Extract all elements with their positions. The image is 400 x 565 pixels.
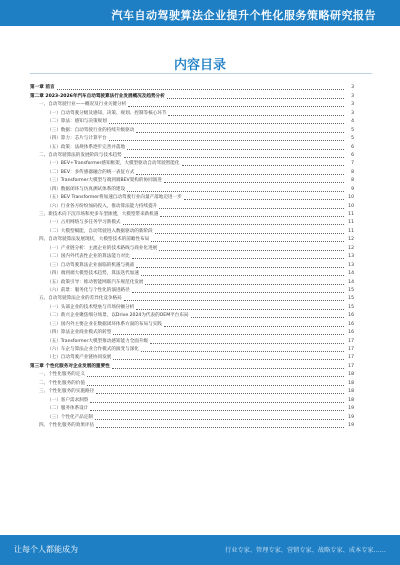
toc-entry[interactable] [30,287,354,295]
toc-dot-leader [164,326,344,327]
toc-entry-page: 16 [348,313,354,319]
toc-entry-page: 6 [351,144,354,150]
toc-entry[interactable] [30,278,354,286]
toc-entry-title: （三）自动驾驶算法企业面临的机遇与挑战 [47,262,135,268]
toc-entry-page: 3 [351,85,354,91]
toc-dot-leader [168,115,344,116]
toc-entry-title: （七）自动驾驶产业链协同发展 [47,355,112,361]
toc-entry[interactable] [30,152,354,160]
toc-entry-page: 7 [351,161,354,167]
toc-dot-leader [127,191,344,192]
toc-entry[interactable] [30,303,354,311]
toc-entry[interactable] [30,168,354,176]
footer-tagline: 行业专家、管理专家、营销专家、战略专家、成本专家…… [225,547,386,554]
toc-entry[interactable] [30,261,354,269]
report-title: 汽车自动驾驶算法企业提升个性化服务策略研究报告 [111,9,376,22]
footer-slogan: 让每个人都能成为 [14,545,78,554]
toc-entry[interactable] [30,354,354,362]
toc-dot-leader [136,132,344,133]
toc-entry-title: （五）政策：法规体系逐步完善并落地 [47,144,126,150]
toc-entry-page: 13 [348,254,354,260]
toc-entry[interactable] [30,126,354,134]
toc-entry[interactable] [30,422,354,430]
toc-dot-leader [141,351,344,352]
toc-dot-leader [127,149,344,150]
toc-dot-leader [124,157,344,158]
toc-dot-leader [160,216,344,217]
toc-entry-page: 10 [348,195,354,201]
toc-entry[interactable] [30,312,354,320]
toc-entry-title: （一）BEV+Transformer感知框架，大模型驱动自动驾驶智能化 [47,161,180,167]
toc-entry[interactable] [30,185,354,193]
toc-entry[interactable] [30,379,354,387]
toc-entry-page: 15 [348,304,354,310]
toc-entry[interactable] [30,413,354,421]
toc-entry-page: 8 [351,178,354,184]
toc-entry-title: （六）行业各方纷纷加码投入，推动算法能力持续提升 [47,203,158,209]
toc-entry-page: 18 [348,372,354,378]
toc-dot-leader [95,419,344,420]
toc-dot-leader [109,140,344,141]
toc-entry-page: 18 [348,397,354,403]
toc-entry-page: 3 [351,110,354,116]
toc-entry[interactable] [30,211,354,219]
toc-entry-title: 四、个性化服务的效果评估 [39,422,95,428]
toc-entry-title: （二）新兴企业聚焦细分场景，以Drive 2024为代表的OEM平台布局 [47,313,189,319]
toc-entry-title: （二）大模型赋能，自动驾驶进入数据驱动的新阶段 [47,228,153,234]
toc-dot-leader [136,267,344,268]
toc-entry[interactable] [30,346,354,354]
toc-entry-title: （一）头部企业的技术壁垒与市场份额分析 [47,304,135,310]
toc-entry[interactable] [30,160,354,168]
toc-entry-page: 15 [348,296,354,302]
toc-entry-page: 12 [348,237,354,243]
toc-entry[interactable] [30,101,354,109]
toc-entry-title: （四）算力：芯片与计算平台 [47,136,107,142]
toc-entry-page: 17 [348,347,354,352]
footer-bar [0,535,400,565]
toc-entry-title: 四、自动驾驶算法发展现状，大模型技术的前瞻性布局 [39,237,150,243]
toc-entry-title: （二）服务体系设计 [47,406,89,412]
toc-entry[interactable] [30,236,354,244]
toc-entry-page: 11 [348,220,354,226]
toc-entry-title: 二、自动驾驶算法的发展阶段与技术趋势 [39,152,122,158]
toc-dot-leader [87,385,344,386]
toc-entry-page: 18 [348,380,354,386]
toc-entry-page: 13 [348,262,354,268]
toc-entry-page: 14 [348,279,354,285]
toc-entry-page: 8 [351,169,354,175]
toc-entry-page: 11 [348,228,354,234]
toc-entry-page: 16 [348,330,354,336]
toc-entry[interactable] [30,143,354,151]
toc-dot-leader [191,317,344,318]
toc-entry-title: （一）占用网络与多任务学习新模式 [47,220,121,226]
toc-entry-title: （五）政策引导：推动智能网联汽车规范化发展 [47,279,144,285]
toc-dot-leader [96,393,344,394]
toc-entry-title: 五、自动驾驶算法企业的差异化竞争格局 [39,296,122,302]
toc-entry-title: （六）车企与算法企业合作模式的演变与深化 [47,347,139,352]
toc-entry-title: （三）国内外主要企业在数据闭环体系方面的布局与实践 [47,321,162,327]
toc-entry-page: 19 [348,422,354,428]
toc-entry-title: （五）Transformer大模型推动感知能力全面升级 [47,338,149,344]
toc-dot-leader [113,359,344,360]
toc-entry[interactable] [30,295,354,303]
toc-entry-title: 第一章 前言 [30,85,55,91]
toc-entry-title: （二）算法：感知与决策规划 [47,119,107,125]
toc-dot-leader [150,343,344,344]
toc-entry-page: 15 [348,287,354,293]
toc-dot-leader [112,368,344,369]
toc-entry-page: 14 [348,271,354,277]
toc-entry-title: （四）数据闭环与仿真测试体系的建设 [47,186,126,192]
toc-entry-title: 二、个性化服务的价值 [39,380,85,386]
toc-entry[interactable] [30,396,354,404]
toc-entry-title: 一、自动驾驶行业——概况及行业关键分析 [39,102,127,108]
toc-entry-page: 17 [348,363,354,369]
toc-entry[interactable] [30,244,354,252]
toc-entry[interactable] [30,92,354,100]
toc-entry[interactable] [30,270,354,278]
toc-entry-title: （三）个性化产品定制 [47,414,93,420]
toc-dot-leader [124,300,344,301]
toc-entry-title: 三、个性化服务的实施路径 [39,389,95,395]
header-bar [0,0,400,26]
toc-dot-leader [132,258,344,259]
toc-entry[interactable] [30,118,354,126]
toc-dot-leader [132,292,344,293]
toc-entry[interactable] [30,362,354,370]
toc-dot-leader [145,284,344,285]
toc-list [30,84,354,430]
toc-entry-page: 18 [348,389,354,395]
toc-entry-title: （二）BEV：多传感器融合的统一表征方式 [47,169,135,175]
toc-entry-page: 5 [351,136,354,142]
toc-entry[interactable] [30,329,354,337]
toc-entry-page: 19 [348,406,354,412]
toc-dot-leader [155,233,344,234]
toc-dot-leader [164,182,344,183]
toc-entry[interactable] [30,371,354,379]
toc-entry-page: 17 [348,355,354,361]
toc-entry[interactable] [30,202,354,210]
toc-entry-page: 9 [351,186,354,192]
toc-dot-leader [159,250,344,251]
toc-dot-leader [87,376,344,377]
toc-dot-leader [159,208,344,209]
toc-divider [30,73,372,74]
toc-dot-leader [184,199,344,200]
toc-entry-title: （四）端到端大模型技术趋势，算法迭代加速 [47,271,139,277]
toc-entry-page: 3 [351,102,354,108]
toc-entry-page: 3 [351,93,354,99]
toc-dot-leader [136,174,344,175]
toc-dot-leader [123,224,344,225]
toc-dot-leader [96,427,344,428]
toc-entry-page: 6 [351,152,354,158]
toc-entry[interactable] [30,109,354,117]
toc-entry[interactable] [30,337,354,345]
toc-entry-page: 5 [351,127,354,133]
toc-dot-leader [109,123,344,124]
toc-entry-page: 4 [351,119,354,125]
toc-entry-title: （一）产业链分析：主流企业的技术路线与商业化进展 [47,245,158,251]
toc-entry[interactable] [30,84,354,92]
toc-dot-leader [90,402,344,403]
toc-entry[interactable] [30,320,354,328]
toc-entry[interactable] [30,135,354,143]
toc-entry-title: 一、个性化服务的定义 [39,372,85,378]
toc-dot-leader [57,89,344,90]
toc-entry-title: （二）国内外代表性企业的算法能力对比 [47,254,130,260]
toc-entry-title: （一）客户需求洞察 [47,397,89,403]
toc-entry[interactable] [30,388,354,396]
toc-entry-title: 第三章 个性化服务对企业发展的重要性 [30,363,110,369]
toc-entry-title: （三）数据：自动驾驶行业的持续升级驱动 [47,127,135,133]
toc-entry-title: （一）自动驾驶分级及感知、决策、规划、控制等核心环节 [47,110,167,116]
toc-entry-page: 11 [348,212,354,217]
toc-entry-title: （六）前景：服务化与个性化的演进路径 [47,287,130,293]
toc-entry-page: 16 [348,321,354,327]
toc-entry-page: 12 [348,245,354,251]
toc-entry[interactable] [30,219,354,227]
toc-entry[interactable] [30,227,354,235]
toc-entry-title: （三）Transformer大模型与端到端BEV架构的协同演进 [47,178,162,184]
toc-entry-page: 19 [348,414,354,420]
toc-entry[interactable] [30,405,354,413]
toc-dot-leader [151,241,344,242]
toc-entry-title: 第二章 2023-2026年汽车自动驾驶算法行业发展概况及趋势分析 [30,93,165,99]
toc-dot-leader [182,165,345,166]
toc-entry[interactable] [30,194,354,202]
toc-title: 内容目录 [173,58,226,73]
toc-dot-leader [90,410,344,411]
toc-dot-leader [141,275,344,276]
toc-entry-page: 17 [348,338,354,344]
toc-dot-leader [167,98,344,99]
toc-entry[interactable] [30,177,354,185]
toc-dot-leader [128,106,344,107]
toc-entry-title: （四）算法企业商业模式的转型 [47,330,112,336]
toc-entry-page: 10 [348,203,354,209]
toc-entry-title: 三、新技术向下沉市场和更多车型渗透，大模型带来新机遇 [39,212,159,217]
toc-dot-leader [136,309,344,310]
toc-dot-leader [113,334,344,335]
toc-entry-title: （五）BEV Transformer将加速自动驾驶行业向量产落地迈进一步 [47,195,182,201]
toc-entry[interactable] [30,253,354,261]
